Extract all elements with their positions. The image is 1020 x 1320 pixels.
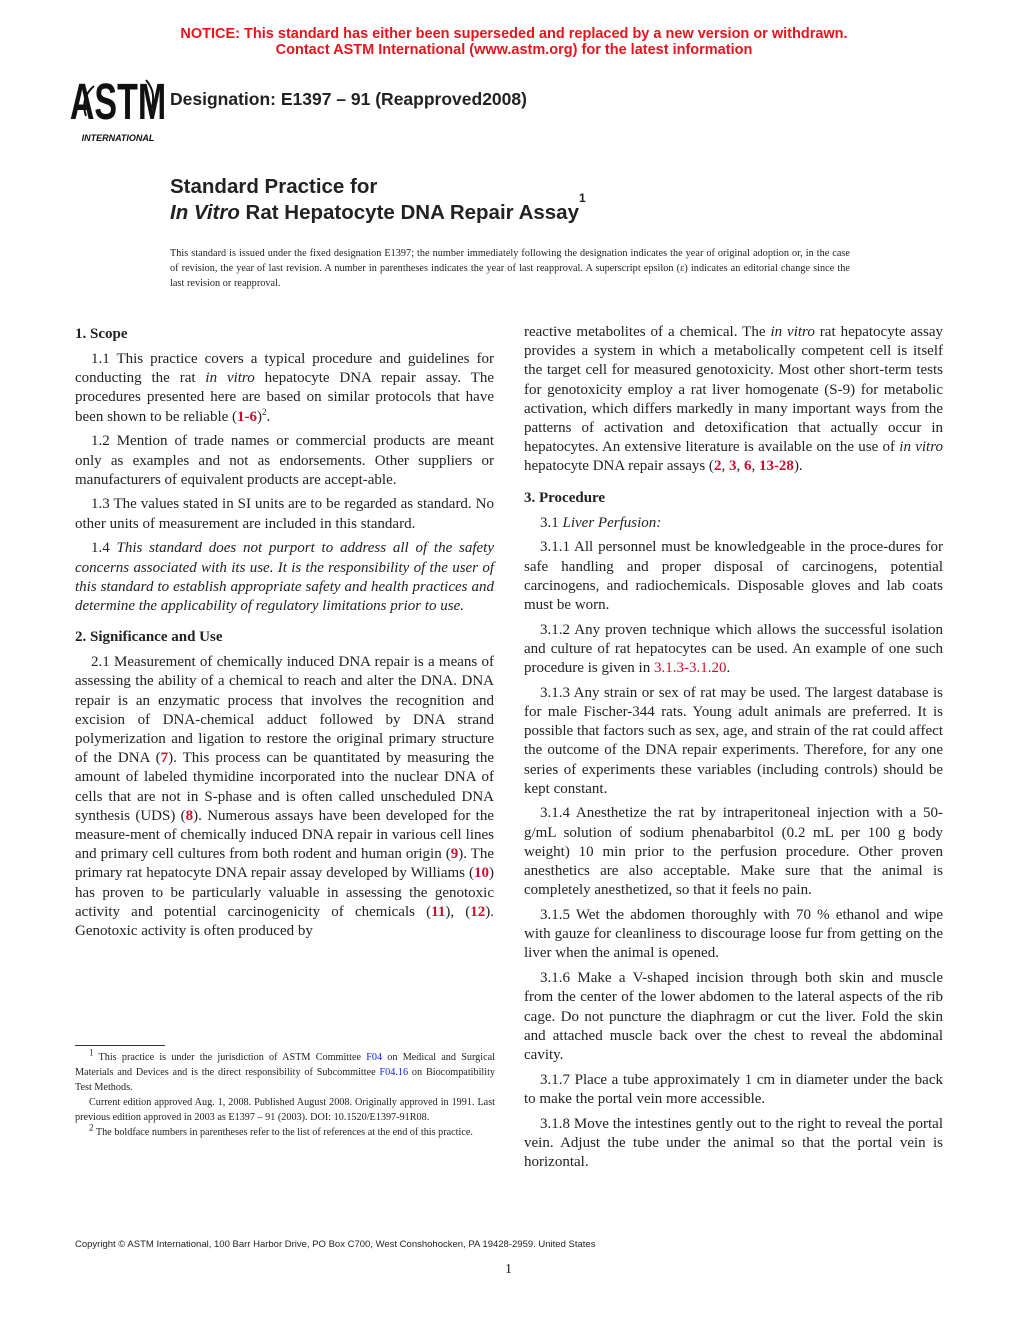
- reference-link[interactable]: 6: [743, 458, 752, 475]
- reference-link[interactable]: 8: [185, 807, 194, 824]
- title-italic: In Vitro: [170, 201, 240, 224]
- text: 3.1.1 All personnel must be knowledgeable in the proce-dures for safe handling and proper disposal of carcinogens, potential carcinogens, and radiochemicals. Disposable gloves and lab coats must be worn.: [524, 539, 943, 613]
- text: 3.1.6 Make a V-shaped incision through both skin and muscle from the center of the lower abdomen to the lateral aspects of the rib cage. Do not puncture the diaphragm or cut the liver. Fold the skin and attached muscle back over the chest to reveal the abdominal cavity.: [524, 970, 943, 1063]
- footnote: [75, 1047, 495, 1095]
- text: ) has proven to be particularly valuable in assessing the genotoxic activity and potential carcinogenicity of chemicals (: [75, 865, 494, 920]
- document-title: [170, 174, 586, 226]
- paragraph: [75, 653, 494, 941]
- text: This practice is under the jurisdiction of ASTM Committee: [93, 1052, 367, 1063]
- svg-text:ASTM: ASTM: [69, 74, 167, 131]
- italic-text: Liver Perfusion:: [562, 514, 662, 531]
- italic-text: This standard does not purport to address all of the safety concerns associated with its use. It is the responsibility of the user of this standard to establish appropriate safety and health practices and determine the applicability of regulatory limitations prior to use.: [75, 540, 495, 614]
- issuance-statement: This standard is issued under the fixed designation E1397; the number immediately following the designation indicates the year of original adoption or, in the case of revision, the year of last revision. A number in parentheses indicates the year of last reapproval. A superscript epsilon (ε) indicates an editorial change since the last revision or reapproval.: [170, 248, 850, 289]
- footnote-ref[interactable]: 1: [89, 1047, 94, 1058]
- paragraph: [75, 350, 494, 427]
- text: ). Genotoxic activity is often produced by: [75, 903, 494, 939]
- footnote-ref[interactable]: 2: [262, 406, 267, 417]
- paragraph: [524, 323, 943, 477]
- text: ), (: [445, 903, 471, 920]
- paragraph: [524, 906, 943, 964]
- text: 3.1.5 Wet the abdomen thoroughly with 70 % ethanol and wipe with gauze for cleanliness to discourage loose fur from getting on the liver when the animal is opened.: [524, 906, 943, 962]
- text: 3.1.4 Anesthetize the rat by intraperitoneal injection with a 50-g/mL solution of sodium phenabarbitol (0.2 mL per 100 g body weight) 10 min prior to the perfusion procedure. Other proven anesthetics are also acceptable. Make sure that the animal is completely anesthetized, so that it feels no pain.: [524, 805, 943, 899]
- reference-link[interactable]: 13-28: [758, 458, 794, 475]
- text: 1.1 This practice covers a typical procedure and guidelines for conducting the rat: [75, 351, 494, 387]
- italic-text: in vitro: [770, 324, 815, 340]
- svg-text:INTERNATIONAL: INTERNATIONAL: [81, 133, 155, 143]
- text: ). The primary rat hepatocyte DNA repair assay developed by Williams (: [75, 846, 494, 882]
- notice-line-1: NOTICE: This standard has either been superseded and replaced by a new version or withdrawn.: [180, 26, 848, 42]
- paragraph: [524, 969, 943, 1065]
- reference-link[interactable]: 2: [713, 458, 722, 475]
- text: ,: [736, 458, 744, 475]
- text: 3.1.8 Move the intestines gently out to the right to reveal the portal vein. Adjust the tube under the animal so that the portal vein is horizontal.: [524, 1115, 943, 1170]
- reference-link[interactable]: 1-6: [237, 408, 258, 425]
- page-number: 1: [505, 1262, 512, 1277]
- text: ,: [721, 458, 729, 475]
- footnote-divider: [75, 1045, 165, 1046]
- section-link[interactable]: 3.1.3-3.1.20: [653, 660, 727, 677]
- committee-link[interactable]: F04: [366, 1052, 383, 1063]
- text: hepatocyte DNA repair assays (: [524, 458, 714, 475]
- paragraph: [524, 514, 943, 533]
- footnote: [75, 1122, 495, 1140]
- committee-link[interactable]: F04.16: [379, 1067, 409, 1078]
- footnote: [75, 1095, 495, 1125]
- text: on Medical and Surgical Materials and Devices and is the direct responsibility of Subcommittee: [75, 1052, 495, 1078]
- reference-link[interactable]: 7: [160, 750, 169, 767]
- italic-text: in vitro: [899, 439, 943, 456]
- text: Current edition approved Aug. 1, 2008. Published August 2008. Originally approved in 1991. Last previous edition approved in 2003 as E1397 – 91 (2003). DOI: 10.1520/E1397-91R08.: [75, 1097, 495, 1123]
- text: 3.1: [540, 514, 563, 531]
- title-footnote-ref[interactable]: 1: [578, 191, 586, 205]
- section-heading: [524, 489, 943, 508]
- title-rest: Rat Hepatocyte DNA Repair Assay: [239, 201, 579, 224]
- italic-text: in vitro: [205, 370, 255, 387]
- paragraph: [524, 804, 943, 900]
- text: .: [266, 408, 271, 425]
- text: 3.1.7 Place a tube approximately 1 cm in diameter under the back to make the portal vein more accessible.: [524, 1071, 943, 1107]
- paragraph: [75, 432, 494, 490]
- text: The boldface numbers in parentheses refer to the list of references at the end of this practice.: [93, 1127, 473, 1138]
- paragraph: [524, 621, 943, 679]
- text: 3. Procedure: [524, 489, 606, 506]
- text: 2. Significance and Use: [75, 629, 223, 646]
- text: hepatocyte DNA repair assay. The procedures presented here are based on similar protocols that have been shown to be reliable (: [75, 370, 494, 425]
- paragraph: [75, 539, 494, 616]
- text: .: [726, 660, 731, 677]
- left-column: [75, 323, 494, 947]
- text: 3.1.2 Any proven technique which allows the successful isolation and culture of rat hepatocytes can be used. An example of one such procedure is given in: [524, 621, 943, 677]
- section-heading: [75, 325, 494, 344]
- footnotes: [75, 1047, 495, 1140]
- reference-link[interactable]: 3: [728, 458, 737, 475]
- notice-line-2: Contact ASTM International (www.astm.org) for the latest information: [275, 42, 753, 58]
- text: 1.4: [91, 540, 117, 557]
- text: 1.3 The values stated in SI units are to be regarded as standard. No other units of measurement are included in this standard.: [75, 496, 494, 532]
- reference-link[interactable]: 11: [431, 903, 446, 920]
- text: ). Numerous assays have been developed for the measure-ment of chemically induced DNA repair in various cell lines and primary cell cultures from both rodent and human origin (: [75, 807, 495, 863]
- reference-link[interactable]: 10: [474, 865, 489, 882]
- title-line-1: Standard Practice for: [170, 175, 378, 198]
- text: on Biocompatibility Test Methods.: [75, 1067, 495, 1093]
- designation: Designation: E1397 – 91 (Reapproved2008): [170, 89, 527, 109]
- text: 2.1 Measurement of chemically induced DNA repair is a means of assessing the ability of a chemical to reach and alter the DNA. DNA repair is an enzymatic process that involves the recognition and excision of DNA-chemical adduct followed by DNA strand polymerization and ligation to restore the original primary structure of the DNA (: [75, 654, 494, 767]
- astm-logo: [69, 68, 167, 144]
- text: reactive metabolites of a chemical. The: [524, 324, 771, 340]
- title-line-2: [170, 191, 586, 226]
- reference-link[interactable]: 9: [450, 846, 459, 863]
- right-column: [524, 323, 943, 1178]
- paragraph: [524, 538, 943, 615]
- reference-link[interactable]: 12: [470, 903, 486, 920]
- text: ).: [793, 458, 803, 475]
- paragraph: [524, 1071, 943, 1109]
- text: 1.2 Mention of trade names or commercial products are meant only as examples and not as endorsements. Other suppliers or manufacturers of equivalent products are accept-able.: [75, 433, 494, 488]
- section-heading: [75, 628, 494, 647]
- text: ,: [751, 458, 759, 475]
- paragraph: [524, 1115, 943, 1173]
- paragraph: [75, 495, 494, 533]
- footnote-ref[interactable]: 2: [89, 1122, 94, 1133]
- text: ). This process can be quantitated by measuring the amount of labeled thymidine incorporated into the nuclear DNA of cells that are not in S-phase and is often called unscheduled DNA synthesis (UDS) (: [75, 750, 494, 824]
- copyright: Copyright © ASTM International, 100 Barr Harbor Drive, PO Box C700, West Conshohocken, PA 19428-2959. United States: [75, 1239, 596, 1250]
- text: 3.1.3 Any strain or sex of rat may be used. The largest database is for male Fischer-344 rats. Young adult animals are preferred. It is possible that factors such as sex, age, and strain of the rat could affect the outcome of the DNA repair experiments. Therefore, for any one series of experiments these variables (including controls) should be kept constant.: [524, 684, 943, 797]
- text: 1. Scope: [75, 326, 128, 342]
- text: ): [257, 408, 263, 425]
- withdrawal-notice: [0, 26, 1020, 58]
- paragraph: [524, 684, 943, 799]
- text: rat hepatocyte assay provides a system in which a metabolically competent cell is itself the target cell for measured genotoxicity. Most other short-term tests for genotoxicity employ a rat liver homogenate (S-9) for metabolic activation, which differs markedly in many important ways from the patterns of activation and detoxification that actually occur in hepatocytes. An extensive literature is available on the use of: [524, 324, 943, 456]
